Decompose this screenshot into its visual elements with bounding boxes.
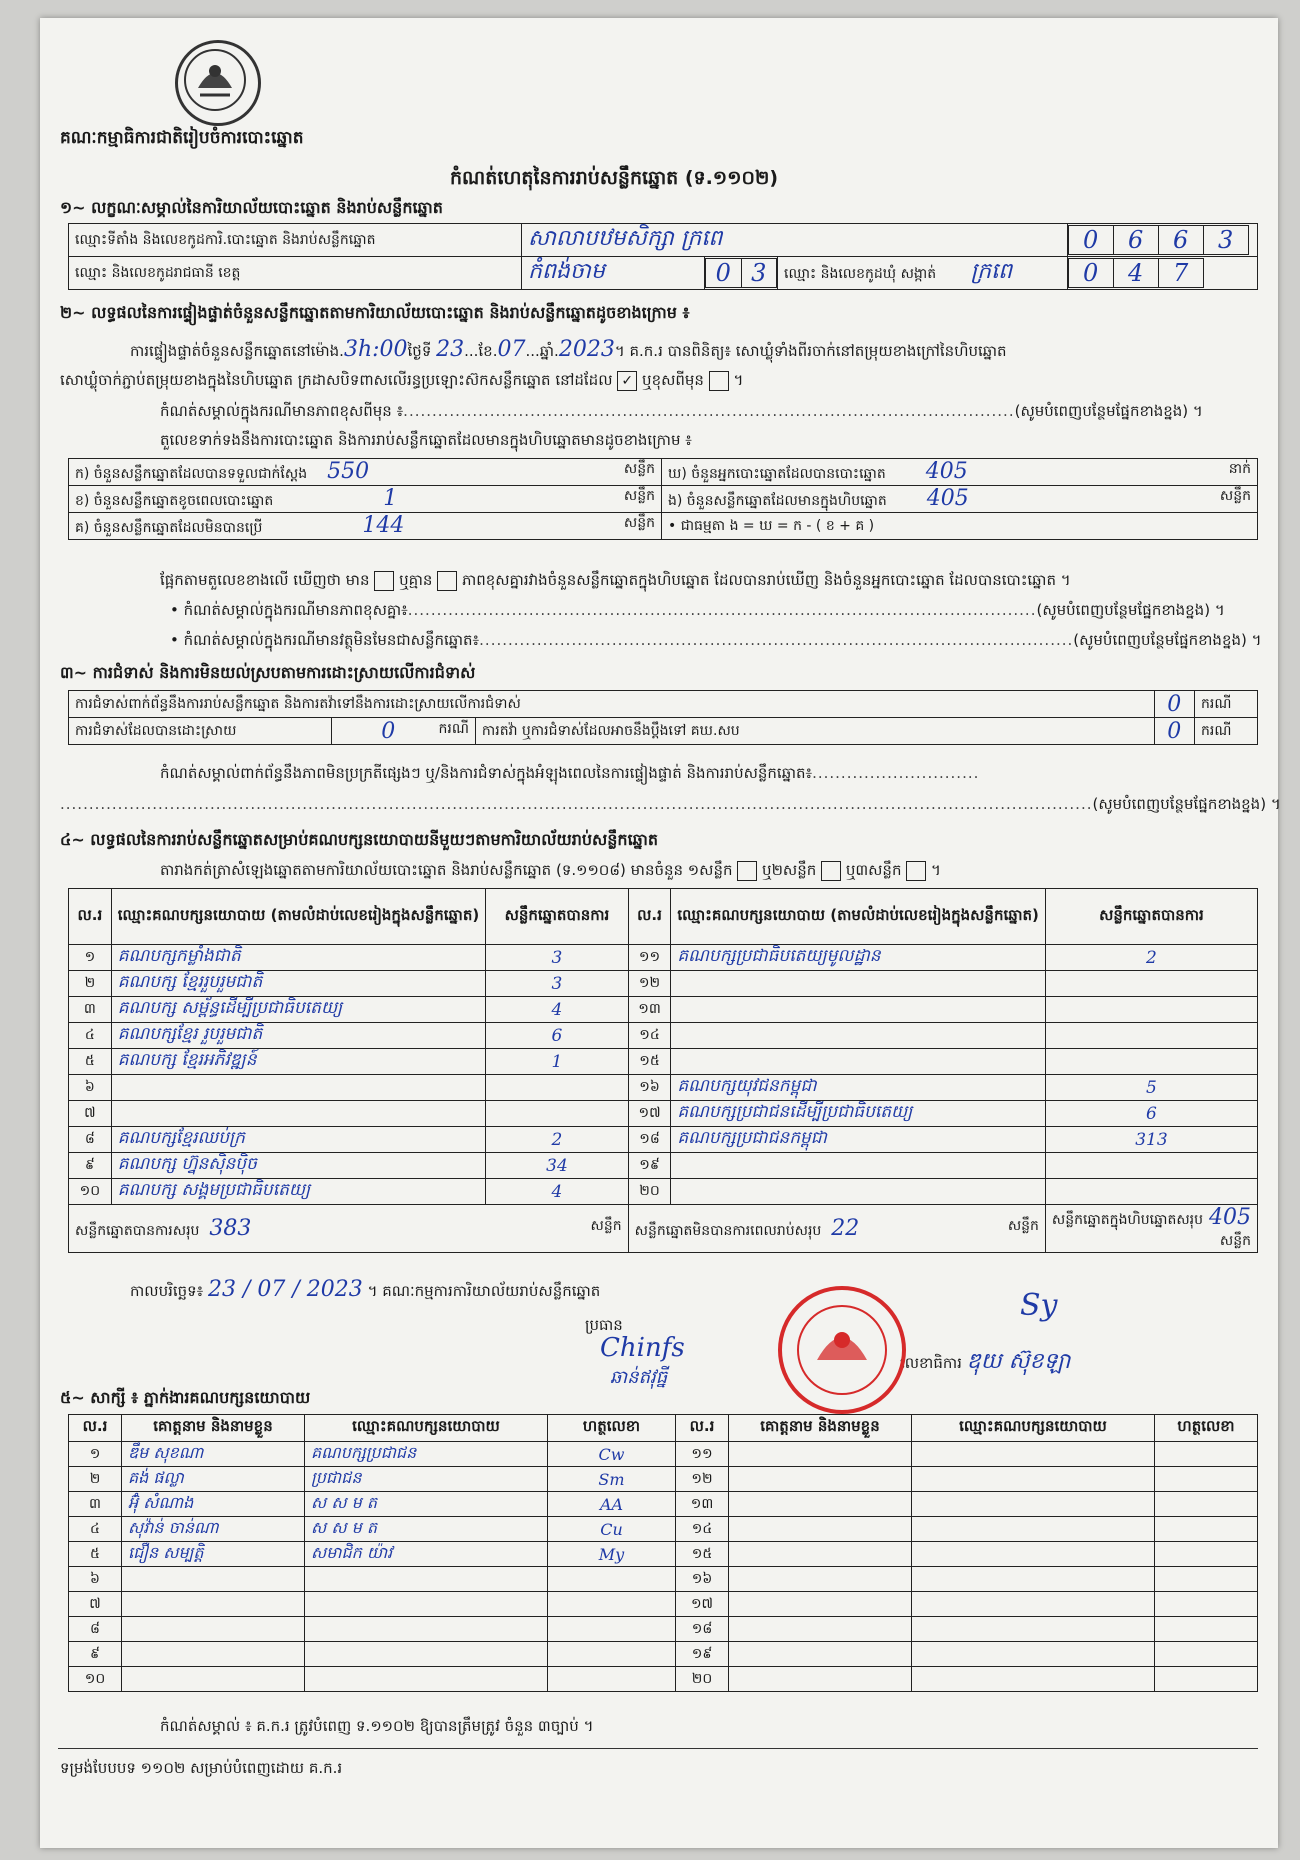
party-row xyxy=(69,1075,1258,1101)
witness-cell-no-r: ១៤ xyxy=(691,1520,713,1537)
party-cell-party-l: គណបក្ស សង្គមប្រជាធិបតេយ្យ xyxy=(117,1180,311,1200)
witness-cell-sign-l: AA xyxy=(599,1494,624,1514)
party-cell-no-l: ៤ xyxy=(84,1027,95,1043)
section-4-heading: ៤~ លទ្ធផលនៃការរាប់សន្លឹកឆ្នោតសម្រាប់គណបក្សនយោបាយនីមួយៗតាមការិយាល័យរាប់សន្លឹកឆ្នោត xyxy=(60,830,659,849)
witness-row xyxy=(69,1642,1258,1667)
witness-cell-sign-l: Cu xyxy=(600,1519,623,1539)
one-ballot-checkbox[interactable] xyxy=(737,861,757,881)
date-line: កាលបរិច្ឆេទ៖ 23 / 07 / 2023 ។ គណៈកម្មការការិយាល័យរាប់សន្លឹកឆ្នោត xyxy=(130,1277,601,1302)
witness-row xyxy=(69,1492,1258,1517)
witness-row xyxy=(69,1442,1258,1467)
witness-row xyxy=(69,1592,1258,1617)
party-cell-votes-r: 6 xyxy=(1146,1103,1157,1124)
party-cell-no-r: ២០ xyxy=(639,1183,660,1199)
witness-row xyxy=(69,1667,1258,1692)
party-row xyxy=(69,945,1258,971)
party-cell-party-l: គណបក្សកម្លាំងជាតិ xyxy=(117,946,241,966)
party-cell-votes-l: 4 xyxy=(551,999,563,1020)
party-row xyxy=(69,1101,1258,1127)
diff-note-2: • កំណត់សម្គាល់ក្នុងករណីមានវត្ថុមិនមែនជាសន្លឹកឆ្នោត៖.......................................................................................................(សូមបំពេញបន្ថែមផ្នែកខាងខ្នង) ។ xyxy=(170,631,1262,649)
nec-emblem-icon xyxy=(175,40,261,126)
witness-table: ល.រ គោត្តនាម និងនាមខ្លួន ឈ្មោះគណបក្សនយោបាយ ហត្ថលេខា ល.រ គោត្តនាម និងនាមខ្លួន ឈ្មោះគណបក្សនយោបាយ ហត្ថលេខា ១ ឌឹម សុខណា គណបក្សប្រជាជន Cw ១១ ២ គង់ ផល្លា ប្រជាជន Sm ១២ ៣ អ៊ុំ សំណាង ស ស ម ត AA ១៣ ៤ សុវ៉ាន់ ចាន់ណា ស ស ម ត Cu ១៤ ៥ ជឿន សម្បត្តិ សមាជិក យ៉ាវ My ១៥ ៦ ១៦ ៧ ១៧ ៨ ១៨ ៩ ១៩ ១០ ២០ xyxy=(68,1414,1258,1692)
witness-cell-sign-l: Sm xyxy=(598,1469,625,1489)
party-cell-votes-l: 3 xyxy=(551,973,563,994)
witness-cell-name-l: សុវ៉ាន់ ចាន់ណា xyxy=(128,1518,219,1537)
section-5-heading: ៥~ សាក្សី ៖ ភ្នាក់ងារគណបក្សនយោបាយ xyxy=(60,1388,311,1407)
station-label: ឈ្មោះទីតាំង និងលេខកូដការិ.បោះឆ្នោត និងរាប់សន្លឹកឆ្នោត xyxy=(69,224,522,257)
party-cell-no-l: ១ xyxy=(84,949,96,965)
party-row xyxy=(69,1127,1258,1153)
party-cell-party-l: គណបក្សខ្មែរ រួបរួមជាតិ xyxy=(117,1024,263,1044)
party-cell-no-r: ១៣ xyxy=(638,1001,661,1017)
irregularity-note-line2: ...................................................................................................................................................................................(សូមបំពេញបន្ថែមផ្នែកខាងខ្នង) ។ xyxy=(60,795,1281,813)
witness-cell-name-l: ឌឹម សុខណា xyxy=(128,1443,204,1462)
party-cell-party-l: គណបក្ស ហ្វ៊ុនស៊ិនប៉ិច xyxy=(117,1154,257,1174)
witness-cell-name-l: គង់ ផល្លា xyxy=(128,1468,184,1487)
witness-cell-sign-l: Cw xyxy=(598,1444,625,1464)
three-ballot-checkbox[interactable] xyxy=(906,861,926,881)
party-cell-party-l: គណបក្សខ្មែរឈប់ក្រ xyxy=(117,1128,245,1148)
witness-row xyxy=(69,1517,1258,1542)
party-cell-votes-r: 313 xyxy=(1135,1129,1168,1150)
secretary-signature: Sy xyxy=(1020,1288,1058,1323)
has-difference-checkbox[interactable] xyxy=(374,571,394,591)
commune-value: ក្រពេ xyxy=(970,259,1013,284)
page-title: កំណត់ហេតុនៃការរាប់សន្លឹកឆ្នោត (ទ.១១០២) xyxy=(450,167,779,189)
party-cell-votes-l: 4 xyxy=(551,1181,563,1202)
form-footer: ទម្រង់បែបបទ ១១០២ សម្រាប់បំពេញដោយ គ.ក.រ xyxy=(60,1759,343,1777)
witness-cell-name-l: ជឿន សម្បត្តិ xyxy=(128,1543,204,1562)
commune-label: ឈ្មោះ និងលេខកូដឃុំ សង្កាត់ xyxy=(784,266,937,282)
witness-cell-no-r: ២០ xyxy=(691,1670,713,1687)
witness-cell-no-l: ៤ xyxy=(90,1520,100,1537)
section-2-heading: ២~ លទ្ធផលនៃការផ្ទៀងផ្ទាត់ចំនួនសន្លឹកឆ្នោតតាមការិយាល័យបោះឆ្នោត និងរាប់សន្លឹកឆ្នោតដូចខាងក្រោម ៖ xyxy=(60,303,690,322)
witness-cell-party-l: ស ស ម ត xyxy=(311,1493,378,1512)
party-cell-votes-l: 3 xyxy=(551,947,563,968)
witness-cell-party-l: ប្រជាជន xyxy=(311,1468,362,1487)
witness-row xyxy=(69,1467,1258,1492)
witness-cell-no-r: ១៥ xyxy=(691,1545,713,1562)
complaints-table: ការជំទាស់ពាក់ព័ន្ធនឹងការរាប់សន្លឹកឆ្នោត និងការតវ៉ាទៅនឹងការដោះស្រាយលើការជំទាស់ 0 ករណី ការជំទាស់ដែលបានដោះស្រាយ 0 ករណី ការតវ៉ា ឬការជំទាស់ដែលអាចនឹងប្តឹងទៅ គឃ.សប 0 ករណី xyxy=(68,690,1258,745)
province-code-boxes: 0 3 xyxy=(705,258,777,288)
party-cell-no-l: ៥ xyxy=(84,1053,95,1069)
party-cell-no-l: ៧ xyxy=(84,1105,96,1121)
witness-cell-no-r: ១៧ xyxy=(690,1595,714,1612)
party-cell-no-l: ១០ xyxy=(79,1183,101,1199)
witness-row xyxy=(69,1567,1258,1592)
witness-cell-no-r: ១២ xyxy=(691,1470,713,1487)
witness-row xyxy=(69,1542,1258,1567)
witness-cell-sign-l: My xyxy=(598,1544,625,1564)
party-cell-no-l: ២ xyxy=(84,975,96,991)
witness-cell-no-r: ១៦ xyxy=(691,1570,713,1587)
verification-line-1: ការផ្ទៀងផ្ទាត់ចំនួនសន្លឹកឆ្នោតនៅម៉ោង.3h:00ថ្ងៃទី 23...ខែ.07...ឆ្នាំ.2023។ គ.ក.រ បានពិនិត្យ៖ សោឃ្លុំទាំងពីរចាក់នៅតម្រុយខាងក្រៅនៃហិបឆ្នោត xyxy=(130,337,1007,362)
witness-cell-no-r: ១៣ xyxy=(690,1495,714,1512)
party-row xyxy=(69,1153,1258,1179)
province-label: ឈ្មោះ និងលេខកូដរាជធានី ខេត្ត xyxy=(69,257,522,290)
irregularity-note: កំណត់សម្គាល់ពាក់ព័ន្ធនឹងភាពមិនប្រក្រតីផ្សេងៗ ឬ/និងការជំទាស់ក្នុងអំឡុងពេលនៃការផ្ទៀងផ្ទាត់ និងការរាប់សន្លឹកឆ្នោត៖............................. xyxy=(160,764,980,782)
party-cell-party-r: គណបក្សប្រជាធិបតេយ្យមូលដ្ឋាន xyxy=(677,946,881,966)
verification-line-2: សោឃ្លុំចាក់ភ្ជាប់តម្រុយខាងក្នុងនៃហិបឆ្នោត ក្រដាសបិទពាសលើរន្ធប្រឡោះស៊កសន្លឹកឆ្នោត នៅដដែល ✓ ឬខុសពីមុន ។ xyxy=(60,371,744,389)
diff-note-1: • កំណត់សម្គាល់ក្នុងករណីមានភាពខុសគ្នា៖.............................................................................................................(សូមបំពេញបន្ថែមផ្នែកខាងខ្នង) ។ xyxy=(170,601,1225,619)
witness-cell-no-l: ១ xyxy=(89,1445,101,1462)
tally-sheet-line: តារាងកត់ត្រាសំឡេងឆ្នោតតាមការិយាល័យបោះឆ្នោត និងរាប់សន្លឹកឆ្នោត (ទ.១១០៨) មានចំនួន ១សន្លឹក ឬ២សន្លឹក ឬ៣សន្លឹក ។ xyxy=(160,861,941,879)
witness-cell-no-l: ៩ xyxy=(90,1645,100,1662)
witness-cell-no-r: ១៨ xyxy=(691,1620,713,1637)
formula: • ជាធម្មតា ង = ឃ = ក - ( ខ + គ ) xyxy=(662,513,1258,540)
no-difference-checkbox[interactable] xyxy=(437,571,457,591)
section-3-heading: ៣~ ការជំទាស់ និងការមិនយល់ស្របតាមការដោះស្រាយលើការជំទាស់ xyxy=(60,663,476,682)
party-cell-no-l: ៨ xyxy=(84,1131,95,1147)
witness-cell-name-l: អ៊ុំ សំណាង xyxy=(128,1493,194,1512)
party-cell-no-l: ៩ xyxy=(84,1157,95,1173)
party-row xyxy=(69,1049,1258,1075)
party-cell-no-r: ១៤ xyxy=(639,1027,660,1043)
party-results-table: ល.រ ឈ្មោះគណបក្សនយោបាយ (តាមលំដាប់លេខរៀងក្នុងសន្លឹកឆ្នោត) សន្លឹកឆ្នោតបានការ ល.រ ឈ្មោះគណបក្សនយោបាយ (តាមលំដាប់លេខរៀងក្នុងសន្លឹកឆ្នោត) សន្លឹកឆ្នោតបានការ ១ គណបក្សកម្លាំងជាតិ 3 ១១ គណបក្សប្រជាធិបតេយ្យមូលដ្ឋាន 2 ២ គណបក្ស ខ្មែររួបរួមជាតិ 3 ១២ ៣ គណបក្ស សម្ព័ន្ធដើម្បីប្រជាធិបតេយ្យ 4 ១៣ ៤ គណបក្សខ្មែរ រួបរួមជាតិ 6 ១៤ ៥ គណបក្ស ខ្មែរអភិវឌ្ឍន៍ 1 ១៥ ៦ ១៦ គណបក្សយុវជនកម្ពុជា 5 ៧ ១៧ គណបក្សប្រជាជនដើម្បីប្រជាធិបតេយ្យ 6 ៨ គណបក្សខ្មែរឈប់ក្រ 2 ១៨ គណបក្សប្រជាជនកម្ពុជា 313 ៩ គណបក្ស ហ្វ៊ុនស៊ិនប៉ិច 34 ១៩ ១០ គណបក្ស សង្គមប្រជាធិបតេយ្យ 4 ២០ សន្លឹកឆ្នោតបានការសរុប 383 សន្លឹក សន្លឹកឆ្នោតមិនបានការពេលរាប់សរុប 22 សន្លឹក សន្លឹកឆ្នោតក្នុងហិបឆ្នោតសរុប 405 សន្លឹក xyxy=(68,888,1258,1253)
station-name-value: សាលាបឋមសិក្សា ក្រពេ xyxy=(528,226,723,251)
chair-label: ប្រធាន xyxy=(585,1316,623,1334)
party-cell-votes-r: 5 xyxy=(1146,1077,1157,1098)
witness-cell-party-l: សមាជិក យ៉ាវ xyxy=(311,1543,393,1562)
secretary-label: លេខាធិការ ឌុយ ស៊ុខឡា xyxy=(900,1349,1071,1374)
correct-checkbox[interactable]: ✓ xyxy=(617,371,637,391)
party-row xyxy=(69,1023,1258,1049)
footer-divider xyxy=(58,1748,1258,1749)
counts-intro: តួលេខទាក់ទងនឹងការបោះឆ្នោត និងការរាប់សន្លឹកឆ្នោតដែលមានក្នុងហិបឆ្នោតមានដូចខាងក្រោម ៖ xyxy=(160,431,692,449)
location-table xyxy=(68,223,1258,290)
witness-cell-party-l: គណបក្សប្រជាជន xyxy=(311,1443,417,1462)
party-cell-no-r: ១១ xyxy=(638,949,661,965)
witness-cell-party-l: ស ស ម ត xyxy=(311,1518,378,1537)
discrepancy-note: កំណត់សម្គាល់ក្នុងករណីមានភាពខុសពីមុន ៖..........................................................................................................(សូមបំពេញបន្ថែមផ្នែកខាងខ្នង) ។ xyxy=(160,402,1203,420)
party-cell-votes-l: 6 xyxy=(551,1025,563,1046)
party-cell-no-r: ១៧ xyxy=(638,1105,661,1121)
difference-line: ផ្អែកតាមតួលេខខាងលើ ឃើញថា មាន ឬគ្មាន ភាពខុសគ្នារវាងចំនួនសន្លឹកឆ្នោតក្នុងហិបឆ្នោត ដែលបានរាប់ឃើញ និងចំនួនអ្នកបោះឆ្នោត ដែលបានបោះឆ្នោត ។ xyxy=(160,571,1071,589)
party-cell-party-l: គណបក្ស សម្ព័ន្ធដើម្បីប្រជាធិបតេយ្យ xyxy=(117,998,343,1018)
commune-code-boxes: 0 4 7 xyxy=(1068,258,1204,288)
two-ballot-checkbox[interactable] xyxy=(821,861,841,881)
party-cell-party-l: គណបក្ស ខ្មែរអភិវឌ្ឍន៍ xyxy=(117,1050,257,1070)
party-cell-party-r: គណបក្សយុវជនកម្ពុជា xyxy=(677,1076,817,1096)
province-value: កំពង់ចាម xyxy=(528,259,605,284)
witness-cell-no-l: ៦ xyxy=(90,1570,100,1587)
witness-cell-no-l: ២ xyxy=(89,1470,101,1487)
chair-name: ឆាន់ឥវុធ្នី xyxy=(610,1367,668,1388)
party-cell-party-r: គណបក្សប្រជាជនកម្ពុជា xyxy=(677,1128,827,1148)
witness-row xyxy=(69,1617,1258,1642)
witness-cell-no-l: ៧ xyxy=(89,1595,101,1612)
incorrect-checkbox[interactable] xyxy=(709,371,729,391)
party-cell-votes-l: 2 xyxy=(551,1129,563,1150)
party-cell-no-r: ១៨ xyxy=(639,1131,660,1147)
party-cell-no-r: ១៦ xyxy=(639,1079,660,1095)
party-cell-no-r: ១៥ xyxy=(639,1053,660,1069)
footer-note: កំណត់សម្គាល់ ៖ គ.ក.រ ត្រូវបំពេញ ទ.១១០២ ឱ្យបានត្រឹមត្រូវ ចំនួន ៣ច្បាប់ ។ xyxy=(160,1717,594,1735)
official-seal-icon xyxy=(778,1286,906,1414)
station-code-boxes: 0 6 6 3 xyxy=(1068,225,1249,255)
party-cell-party-l: គណបក្ស ខ្មែររួបរួមជាតិ xyxy=(117,972,263,992)
party-cell-votes-l: 34 xyxy=(546,1155,568,1176)
section-1-heading: ១~ លក្ខណៈសម្គាល់នៃការិយាល័យបោះឆ្នោត និងរាប់សន្លឹកឆ្នោត xyxy=(60,198,443,217)
party-cell-party-r: គណបក្សប្រជាជនដើម្បីប្រជាធិបតេយ្យ xyxy=(677,1102,913,1122)
witness-cell-no-l: ៨ xyxy=(90,1620,100,1637)
party-row xyxy=(69,971,1258,997)
party-row xyxy=(69,997,1258,1023)
party-cell-no-l: ៦ xyxy=(84,1079,95,1095)
party-cell-no-r: ១៩ xyxy=(639,1157,660,1173)
witness-cell-no-r: ១១ xyxy=(691,1445,713,1462)
witness-cell-no-l: ១០ xyxy=(84,1670,106,1687)
org-name: គណៈកម្មាធិការជាតិរៀបចំការបោះឆ្នោត xyxy=(60,128,304,148)
party-row xyxy=(69,1179,1258,1205)
party-cell-no-r: ១២ xyxy=(638,975,661,991)
witness-cell-no-l: ៣ xyxy=(89,1495,101,1512)
party-cell-votes-r: 2 xyxy=(1146,947,1157,968)
party-cell-votes-l: 1 xyxy=(551,1051,563,1072)
witness-cell-no-l: ៥ xyxy=(90,1545,100,1562)
chair-signature: Chinfs xyxy=(600,1333,685,1363)
party-cell-no-l: ៣ xyxy=(83,1001,96,1017)
ballot-report-sheet xyxy=(40,18,1281,1848)
witness-cell-no-r: ១៩ xyxy=(691,1645,713,1662)
ballot-counts-table: ក) ចំនួនសន្លឹកឆ្នោតដែលបានទទួលជាក់ស្តែង 550 សន្លឹក ឃ) ចំនួនអ្នកបោះឆ្នោតដែលបានបោះឆ្នោត 405 នាក់ ខ) ចំនួនសន្លឹកឆ្នោតខូចពេលបោះឆ្នោត 1 សន្លឹក ង) ចំនួនសន្លឹកឆ្នោតដែលមានក្នុងហិបឆ្នោត 405 សន្លឹក គ) ចំនួនសន្លឹកឆ្នោតដែលមិនបានប្រើ 144 សន្លឹក • ជាធម្មតា ង = ឃ = ក - ( ខ + គ ) xyxy=(68,458,1258,540)
